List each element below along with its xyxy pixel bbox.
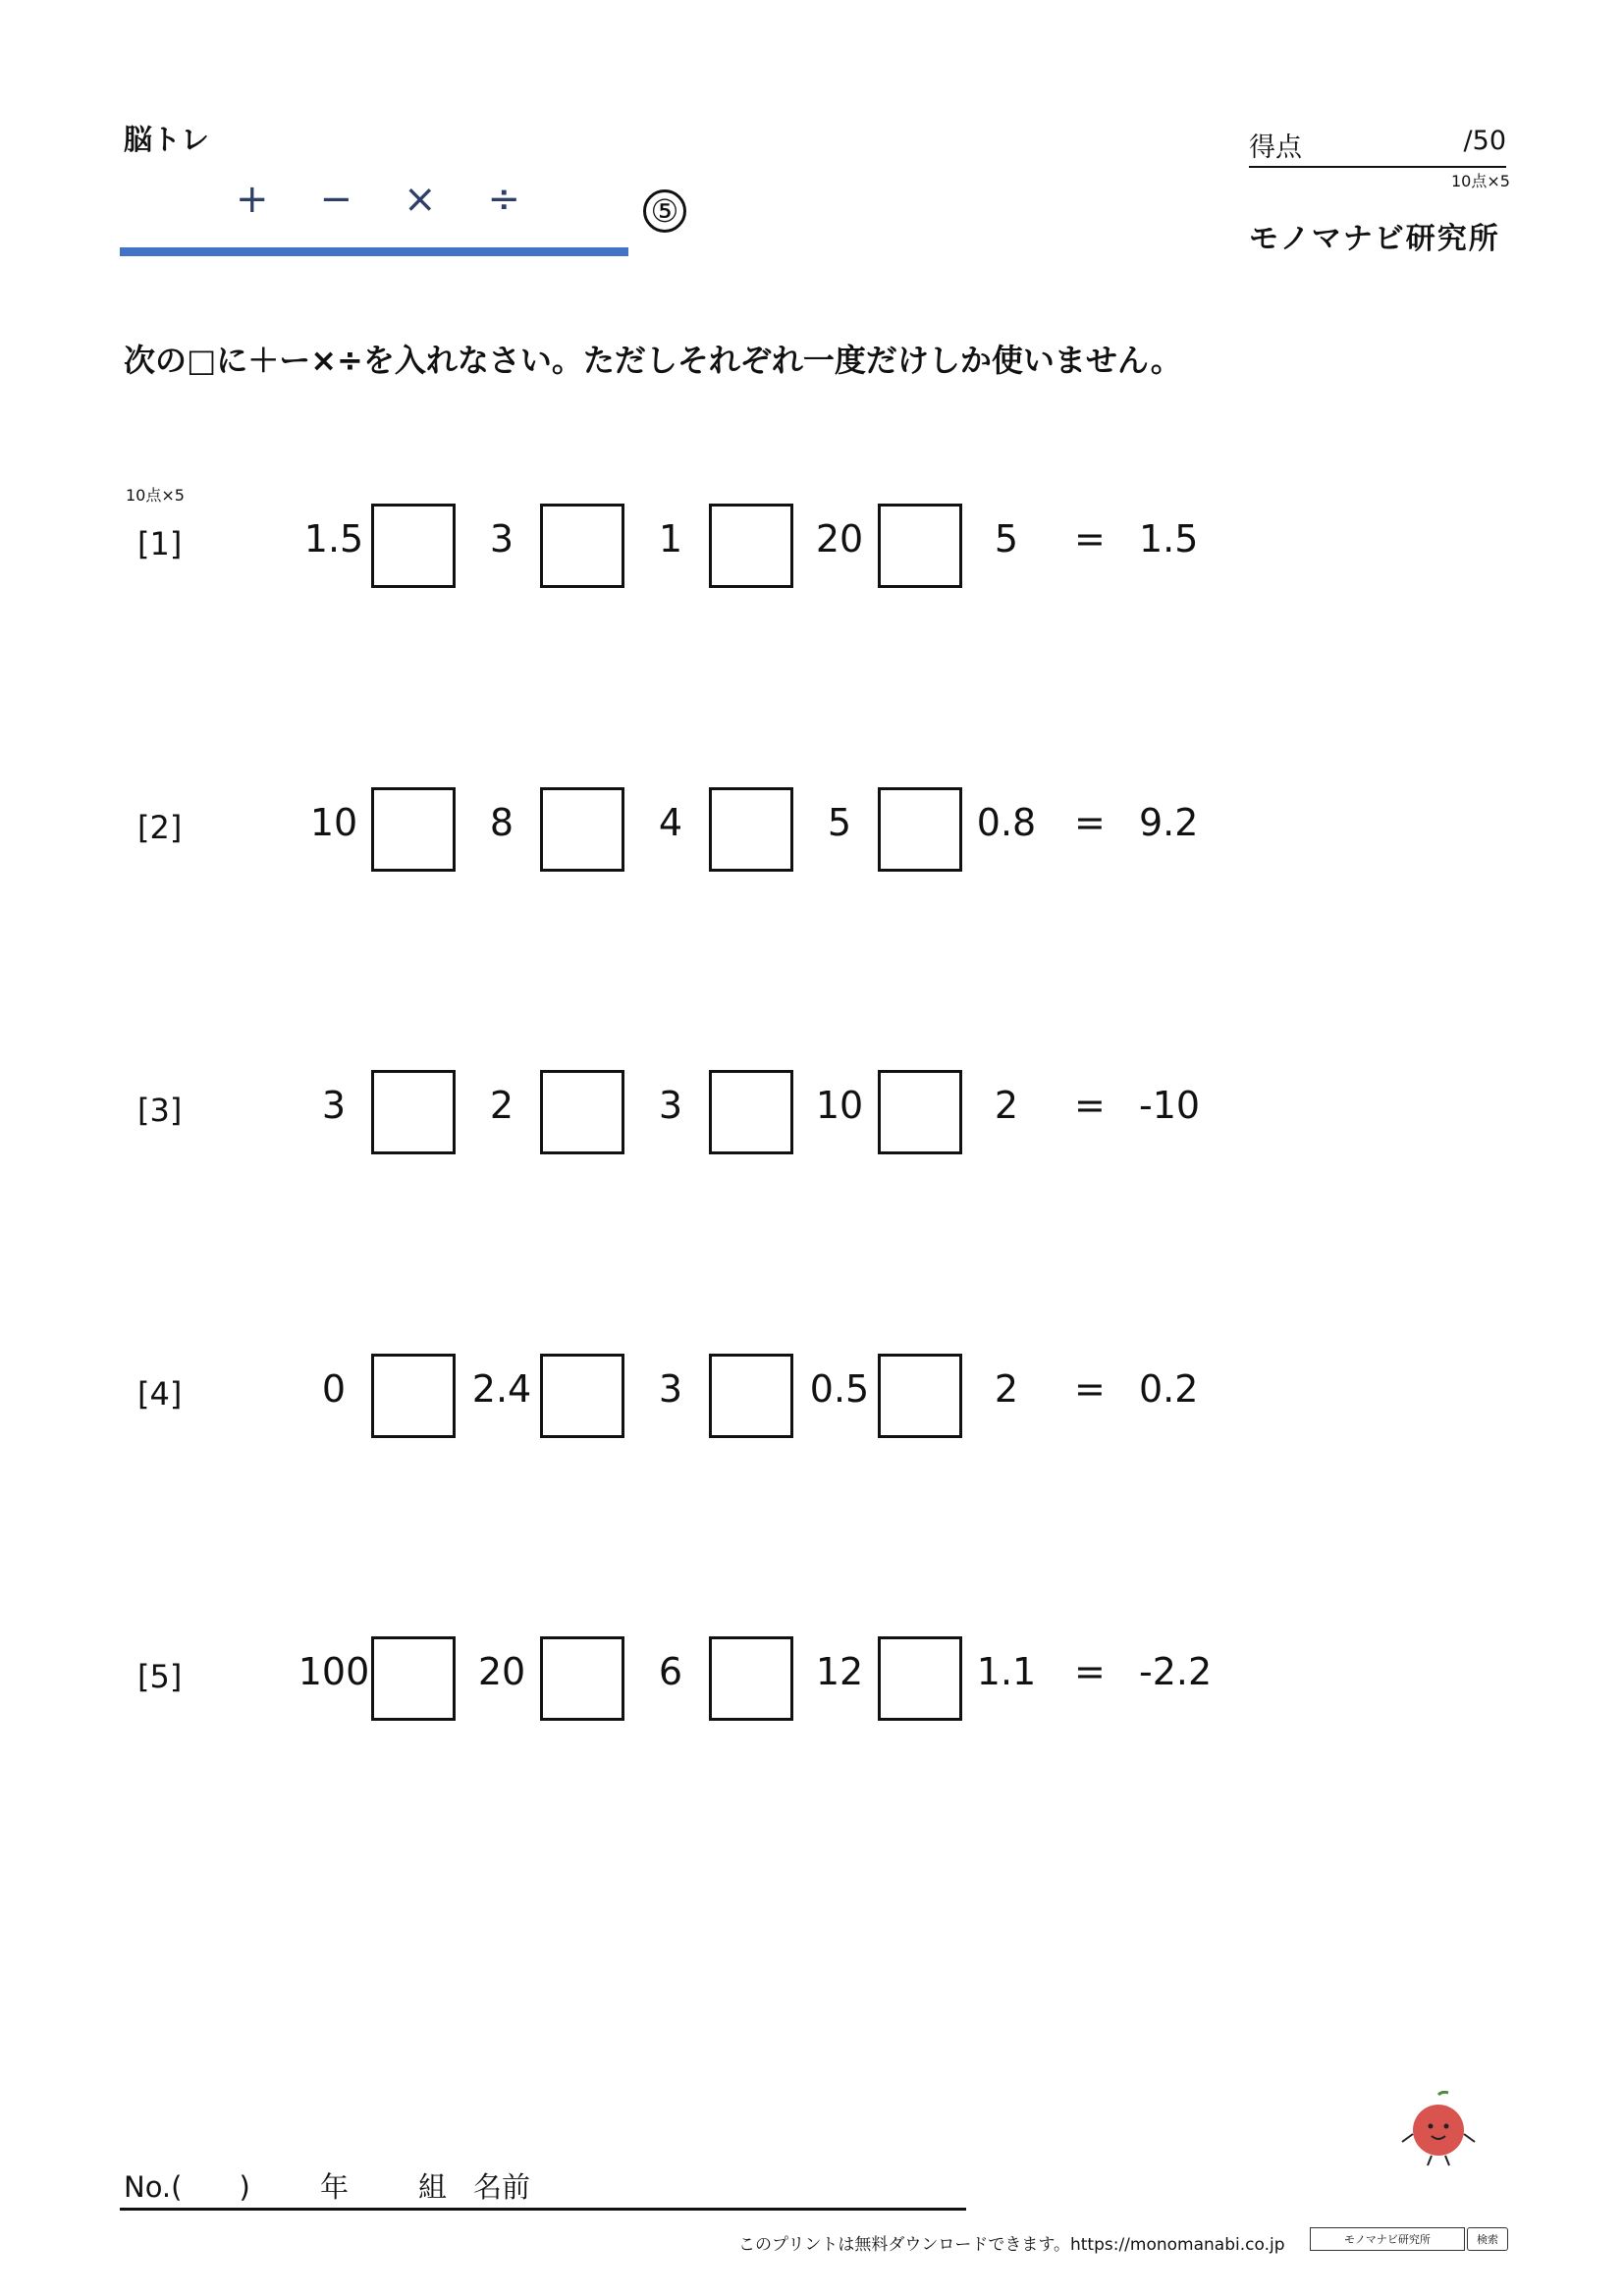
answer-box[interactable]	[371, 1354, 456, 1438]
score-label: 得点	[1249, 133, 1302, 163]
instruction-text: 次の□に＋ー×÷を入れなさい。ただしそれぞれ一度だけしか使いません。	[124, 342, 1182, 379]
operand: 0.8	[976, 801, 1037, 844]
operand: 3	[321, 1084, 347, 1127]
operator-minus: −	[319, 177, 352, 222]
question-row	[0, 1636, 1624, 1721]
title-underline	[120, 247, 628, 256]
answer-box[interactable]	[878, 1636, 962, 1721]
equals-sign: =	[1074, 517, 1106, 561]
question-row	[0, 1070, 1624, 1154]
equals-sign: =	[1074, 801, 1106, 844]
operand: 8	[489, 801, 514, 844]
operand: 3	[489, 517, 514, 561]
question-label: [4]	[137, 1375, 183, 1413]
operand: 2	[489, 1084, 514, 1127]
question-label: [5]	[137, 1658, 183, 1695]
operand: 6	[658, 1650, 683, 1693]
operand: 2	[994, 1084, 1019, 1127]
answer-box[interactable]	[709, 504, 793, 588]
answer-box[interactable]	[371, 1636, 456, 1721]
apple-mascot-icon	[1394, 2091, 1483, 2173]
answer-box[interactable]	[878, 504, 962, 588]
result-value: 0.2	[1139, 1367, 1199, 1411]
questions-points: 10点×5	[126, 486, 185, 505]
answer-box[interactable]	[540, 1636, 624, 1721]
score-points: 10点×5	[1451, 172, 1510, 190]
result-value: 1.5	[1139, 517, 1199, 561]
operand: 4	[658, 801, 683, 844]
answer-box[interactable]	[709, 1636, 793, 1721]
answer-box[interactable]	[709, 1354, 793, 1438]
operand: 1.1	[976, 1650, 1037, 1693]
answer-box[interactable]	[371, 1070, 456, 1154]
brand-logo: モノマナビ研究所	[1249, 222, 1500, 256]
search-button[interactable]: 検索	[1467, 2227, 1508, 2251]
operand: 3	[658, 1084, 683, 1127]
name-label: 名前	[473, 2170, 531, 2204]
operand: 0.5	[809, 1367, 870, 1411]
operand: 10	[815, 1084, 864, 1127]
result-value: 9.2	[1139, 801, 1199, 844]
answer-box[interactable]	[878, 1354, 962, 1438]
answer-box[interactable]	[878, 787, 962, 872]
operator-plus: +	[236, 177, 269, 222]
equals-sign: =	[1074, 1367, 1106, 1411]
equals-sign: =	[1074, 1084, 1106, 1127]
operand: 20	[477, 1650, 526, 1693]
score-field	[1249, 126, 1506, 168]
answer-box[interactable]	[540, 787, 624, 872]
answer-box[interactable]	[540, 504, 624, 588]
equals-sign: =	[1074, 1650, 1106, 1693]
operand: 5	[827, 801, 852, 844]
category-label: 脳トレ	[124, 123, 210, 156]
year-label: 年	[320, 2170, 350, 2204]
operand: 2.4	[471, 1367, 532, 1411]
question-row	[0, 787, 1624, 872]
search-box[interactable]: モノマナビ研究所	[1310, 2227, 1465, 2251]
operand: 20	[815, 517, 864, 561]
operator-times: ×	[403, 177, 437, 222]
operand: 12	[815, 1650, 864, 1693]
operators-header	[236, 177, 520, 222]
question-label: [3]	[137, 1092, 183, 1129]
operand: 1.5	[303, 517, 364, 561]
credit-text: このプリントは無料ダウンロードできます。https://monomanabi.co.jp	[738, 2235, 1285, 2255]
operand: 2	[994, 1367, 1019, 1411]
score-max: /50	[1463, 126, 1506, 156]
answer-box[interactable]	[540, 1354, 624, 1438]
answer-box[interactable]	[371, 787, 456, 872]
question-label: [1]	[137, 525, 183, 562]
operand: 1	[658, 517, 683, 561]
result-value: -2.2	[1139, 1650, 1213, 1693]
answer-box[interactable]	[878, 1070, 962, 1154]
name-underline	[120, 2208, 966, 2211]
answer-box[interactable]	[371, 504, 456, 588]
answer-box[interactable]	[709, 1070, 793, 1154]
question-row	[0, 504, 1624, 588]
question-label: [2]	[137, 809, 183, 846]
operand: 5	[994, 517, 1019, 561]
class-label: 組	[418, 2170, 448, 2204]
operand: 0	[321, 1367, 347, 1411]
question-row	[0, 1354, 1624, 1438]
result-value: -10	[1139, 1084, 1201, 1127]
operand: 10	[309, 801, 358, 844]
sheet-number: ⑤	[643, 189, 686, 233]
operand: 3	[658, 1367, 683, 1411]
student-number-label: No.( )	[124, 2170, 250, 2204]
answer-box[interactable]	[540, 1070, 624, 1154]
operator-divide: ÷	[487, 177, 520, 222]
operand: 100	[298, 1650, 370, 1693]
answer-box[interactable]	[709, 787, 793, 872]
